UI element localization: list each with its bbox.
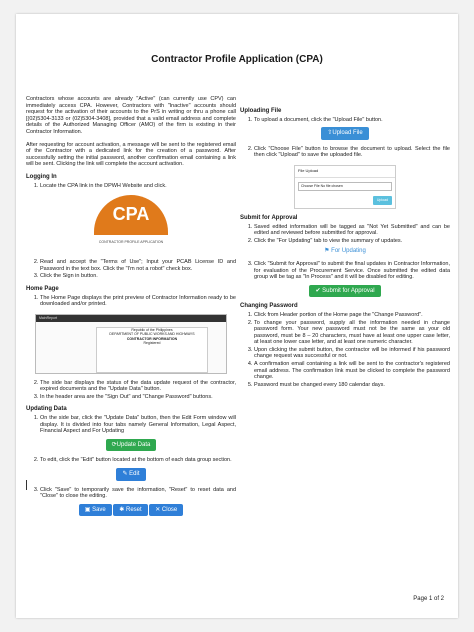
- approval-step-1: 1. Saved edited information will be tagged as "Not Yet Submitted" and can be edited and reviewed before submitted for approval.: [254, 224, 450, 237]
- file-upload-dialog: [294, 165, 396, 209]
- close-button[interactable]: [149, 504, 183, 517]
- password-step-4: 4. A confirmation email containing a link will be sent to the contractor's registered email address. The confirmation link must be clicked to complete the password change.: [254, 361, 450, 381]
- pencil-icon: ✎: [122, 471, 130, 478]
- for-updating-label: For Updating: [331, 248, 366, 255]
- page-title: Contractor Profile Application (CPA): [151, 54, 323, 65]
- home-step-1: 1. The Home Page displays the print preview of Contractor Information ready to be downloaded and/or printed.: [40, 295, 236, 308]
- submit-for-approval-button[interactable]: [309, 285, 380, 298]
- intro-paragraph-2: After requesting for account activation, a message will be sent to the registered email of the Contractor with a dedicated link for the creation of a password. After successfully setting the initial password, another confirmation email containing a link will be sent. Clicking the link will complete the account activation.: [26, 141, 236, 168]
- update-icon: ⟳: [111, 441, 117, 448]
- cpa-logo-text: CPA: [112, 204, 150, 225]
- document-page: [16, 14, 458, 618]
- left-column: [26, 96, 236, 522]
- update-data-label: Update Data: [116, 441, 151, 448]
- login-step-3: 3. Click the Sign in button.: [40, 273, 236, 280]
- approval-steps: [240, 224, 450, 245]
- preview-line: Registered: [143, 341, 161, 346]
- login-step-1: 1. Locate the CPA link in the DPWH Website and click.: [40, 183, 236, 190]
- check-circle-icon: ✔: [315, 287, 323, 294]
- choose-file-input[interactable]: Choose File No file chosen: [298, 182, 392, 191]
- cpa-logo[interactable]: [86, 195, 176, 253]
- preview-line: CONTRACTOR INFORMATION: [126, 336, 178, 341]
- close-label: Close: [161, 506, 178, 513]
- updating-steps: [26, 415, 236, 435]
- approval-heading: Submit for Approval: [240, 214, 298, 221]
- password-heading: Changing Password: [240, 303, 298, 310]
- uploading-step-2: 2. Click "Choose File" button to browse the document to upload. Select the file then click "Upload" to save the uploaded file.: [254, 146, 450, 159]
- save-label: Save: [92, 506, 106, 513]
- home-step-2: 2. The side bar displays the status of the data update request of the contractor, expired documents and the "Update Data" button.: [40, 380, 236, 393]
- report-preview-sheet: [96, 327, 208, 373]
- home-step-3: 3. In the header area are the "Sign Out" and "Change Password" buttons.: [40, 394, 236, 401]
- intro-paragraph-1: Contractors whose accounts are already "Active" (can currently use CPV) can immediately access CPA. However, Contractors with "Inactive" accounts should request for the activation of their accounts to the PrS in writing or thru a phone call [(02)5304-3133 or (02)5304-3408], provided that a valid email address and complete details of the Authorized Managing Officer (AMO) of the firm is existing in their Contractor Information.: [26, 96, 236, 135]
- edit-button[interactable]: [116, 468, 145, 481]
- preview-line: Republic of the Philippines: [131, 327, 173, 332]
- page-number: Page 1 of 2: [413, 596, 444, 602]
- save-reset-close-wrap: [26, 504, 236, 517]
- login-heading: Logging In: [26, 173, 57, 180]
- approval-steps-3: [240, 261, 450, 281]
- edit-label: Edit: [129, 471, 140, 478]
- submit-wrap: [240, 285, 450, 298]
- report-preview-toolbar: MainReport: [36, 315, 226, 322]
- save-button[interactable]: [79, 504, 112, 517]
- password-step-5: 5. Password must be changed every 180 calendar days.: [254, 382, 450, 389]
- right-column: [240, 102, 450, 390]
- approval-step-2: 2. Click the "For Updating" tab to view the summary of updates.: [254, 238, 450, 245]
- edit-wrap: [26, 468, 236, 481]
- preview-line: DEPARTMENT OF PUBLIC WORKS AND HIGHWAYS: [109, 332, 195, 337]
- login-steps-continued: [26, 259, 236, 280]
- uploading-step-1: 1. To upload a document, click the "Upload File" button.: [254, 117, 450, 124]
- home-heading: Home Page: [26, 285, 59, 292]
- text-cursor: [26, 480, 27, 490]
- reset-label: Reset: [126, 506, 142, 513]
- home-steps-continued: [26, 380, 236, 401]
- update-data-wrap: [26, 439, 236, 452]
- close-icon: ✕: [155, 506, 162, 513]
- for-updating-tab[interactable]: [324, 248, 366, 254]
- password-step-1: 1. Click from Header portion of the Home page the "Change Password".: [254, 312, 450, 319]
- cpa-logo-caption: CONTRACTOR PROFILE APPLICATION: [98, 240, 164, 245]
- uploading-heading: Uploading File: [240, 108, 282, 114]
- for-updating-wrap: [240, 248, 450, 255]
- updating-step-2: 2. To edit, click the "Edit" button located at the bottom of each data group section.: [40, 457, 236, 464]
- upload-file-button[interactable]: [321, 127, 368, 140]
- password-step-2: 2. To change your password, supply all the information needed in change password form. Your new password must not be the same as your old password, must be 8 – 20 characters, must have at least one upper case letter, at least one lower case letter, and at least one numeric character.: [254, 320, 450, 346]
- password-steps: [240, 312, 450, 389]
- report-preview: [35, 314, 227, 374]
- reset-button[interactable]: [113, 504, 147, 517]
- updating-heading: Updating Data: [26, 406, 67, 413]
- dialog-upload-button[interactable]: Upload: [373, 196, 392, 205]
- file-upload-title: File Upload: [295, 166, 395, 178]
- reset-icon: ✱: [119, 506, 126, 513]
- updating-step-3: 3. Click "Save" to temporarily save the information, "Reset" to reset data and "Close" to close the editing.: [40, 487, 236, 500]
- upload-file-label: Upload File: [332, 130, 363, 137]
- save-icon: ▣: [84, 506, 93, 513]
- updating-step-1: 1. On the side bar, click the "Update Data" button, then the Edit Form window will display. It is divided into four tabs namely General Information, Legal Aspect, Financial Aspect and For Updating: [40, 415, 236, 435]
- upload-icon: ⇧: [327, 130, 333, 137]
- updating-steps-2: [26, 457, 236, 464]
- approval-step-3: 3. Click "Submit for Approval" to submit the final updates in Contractor Information, for evaluation of the Procurement Service. Once submitted the edited data group will be tag as "In Process" and it will be disabled for editing.: [254, 261, 450, 281]
- submit-label: Submit for Approval: [322, 287, 375, 294]
- update-data-button[interactable]: [106, 439, 157, 452]
- updating-steps-3: [26, 487, 236, 500]
- password-step-3: 3. Upon clicking the submit button, the contractor will be informed if his password change request was successful or not.: [254, 347, 450, 360]
- uploading-steps-2: [240, 146, 450, 159]
- bookmark-icon: ⚑: [324, 248, 332, 255]
- upload-file-wrap: [240, 127, 450, 140]
- home-steps: [26, 295, 236, 308]
- uploading-steps: [240, 117, 450, 124]
- login-step-2: 2. Read and accept the "Terms of Use"; Input your PCAB License ID and Password in the text box. Click the "I'm not a robot" check box.: [40, 259, 236, 272]
- login-steps: [26, 183, 236, 190]
